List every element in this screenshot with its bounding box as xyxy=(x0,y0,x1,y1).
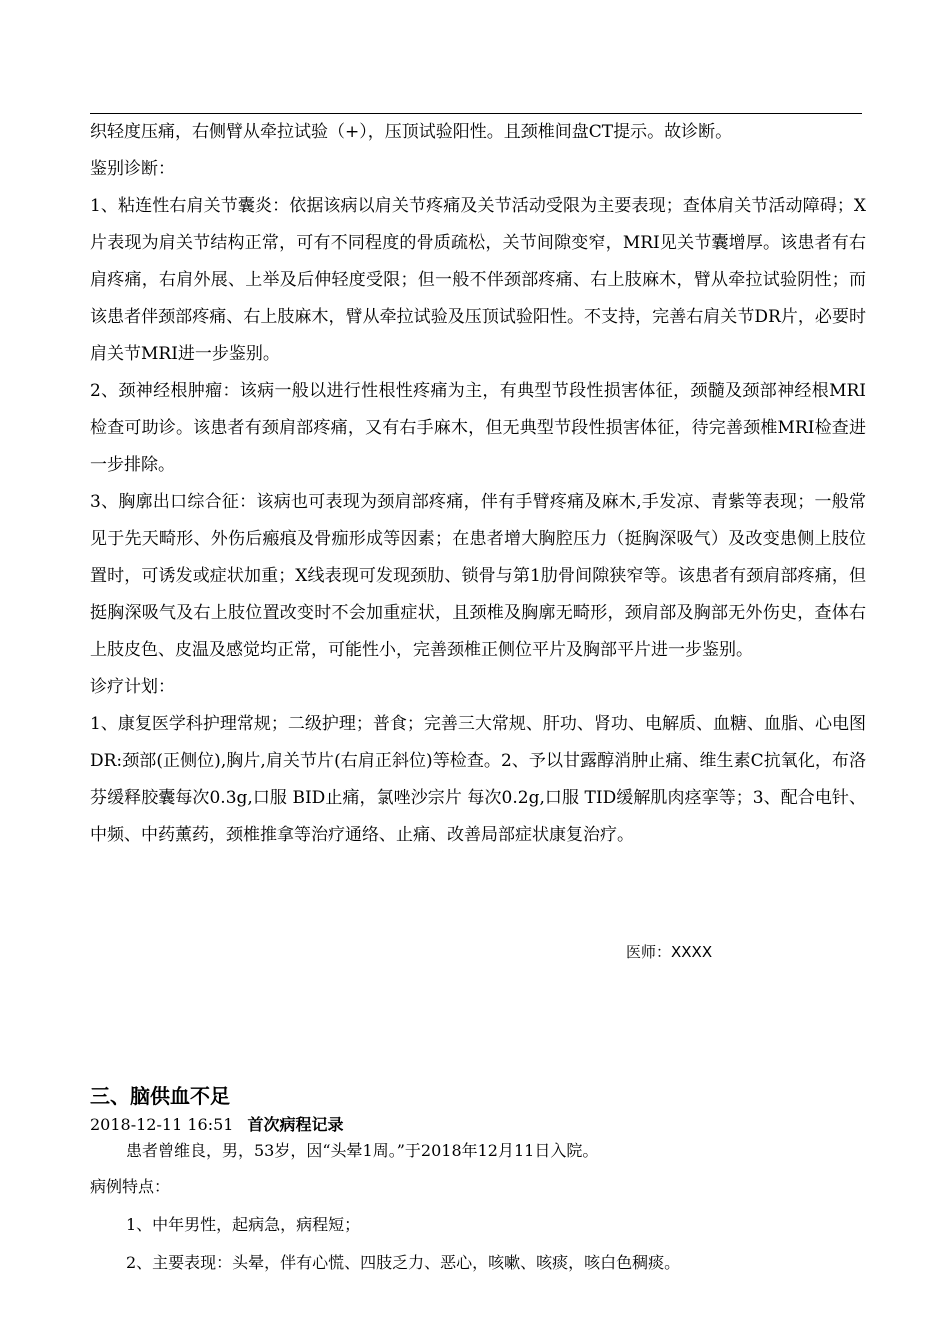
feature-item-2: 2、主要表现：头晕，伴有心慌、四肢乏力、恶心，咳嗽、咳痰，咳白色稠痰。 xyxy=(126,1253,681,1272)
continuation-paragraph: 织轻度压痛，右侧臂从牵拉试验（+），压顶试验阳性。且颈椎间盘CT提示。故诊断。 xyxy=(90,122,733,142)
differential-item-1: 1、粘连性右肩关节囊炎：依据该病以肩关节疼痛及关节活动受限为主要表现；查体肩关节活动障碍；X片表现为肩关节结构正常，可有不同程度的骨质疏松，关节间隙变窄，MRI见关节囊增厚。该患者有右肩疼痛，右肩外展、上举及后伸轻度受限；但一般不伴颈部疼痛、右上肢麻木，臂从牵拉试验阴性；而该患者伴颈部疼痛、右上肢麻木，臂从牵拉试验及压顶试验阳性。不支持，完善右肩关节DR片，必要时肩关节MRI进一步鉴别。 xyxy=(90,196,866,364)
record-datetime: 2018-12-11 16:51 xyxy=(90,1115,234,1134)
section-title: 三、脑供血不足 xyxy=(90,1084,230,1108)
differential-item-3: 3、胸廓出口综合征：该病也可表现为颈肩部疼痛，伴有手臂疼痛及麻木,手发凉、青紫等表现；一般常见于先天畸形、外伤后瘢痕及骨痂形成等因素；在患者增大胸腔压力（挺胸深吸气）及改变患侧上肢位置时，可诱发或症状加重；X线表现可发现颈肋、锁骨与第1肋骨间隙狭窄等。该患者有颈肩部疼痛，但挺胸深吸气及右上肢位置改变时不会加重症状，且颈椎及胸廓无畸形，颈肩部及胸部无外伤史，查体右上肢皮色、皮温及感觉均正常，可能性小，完善颈椎正侧位平片及胸部平片进一步鉴别。 xyxy=(90,492,866,660)
features-heading: 病例特点： xyxy=(90,1177,171,1196)
physician-signature: 医师：XXXX xyxy=(626,943,713,961)
feature-item-1: 1、中年男性，起病急，病程短； xyxy=(126,1215,361,1234)
differential-item-2: 2、颈神经根肿瘤：该病一般以进行性根性疼痛为主，有典型节段性损害体征，颈髓及颈部神经根MRI检查可助诊。该患者有颈肩部疼痛，又有右手麻木，但无典型节段性损害体征，待完善颈椎MRI检查进一步排除。 xyxy=(90,381,866,475)
plan-heading: 诊疗计划： xyxy=(90,677,175,697)
patient-intro: 患者曾维良，男，53岁，因“头晕1周。”于2018年12月11日入院。 xyxy=(126,1141,599,1160)
record-header xyxy=(90,1112,343,1138)
record-title: 首次病程记录 xyxy=(247,1115,344,1134)
body-text xyxy=(90,114,866,854)
differential-heading: 鉴别诊断： xyxy=(90,159,175,179)
plan-text: 1、康复医学科护理常规；二级护理；普食；完善三大常规、肝功、肾功、电解质、血糖、血脂、心电图DR:颈部(正侧位),胸片,肩关节片(右肩正斜位)等检查。2、予以甘露醇消肿止痛、维生素C抗氧化，布洛芬缓释胶囊每次0.3g,口服 BID止痛，氯唑沙宗片 每次0.2g,口服 TID缓解肌肉痉挛等；3、配合电针、中频、中药薰药，颈椎推拿等治疗通络、止痛、改善局部症状康复治疗。 xyxy=(90,714,866,845)
